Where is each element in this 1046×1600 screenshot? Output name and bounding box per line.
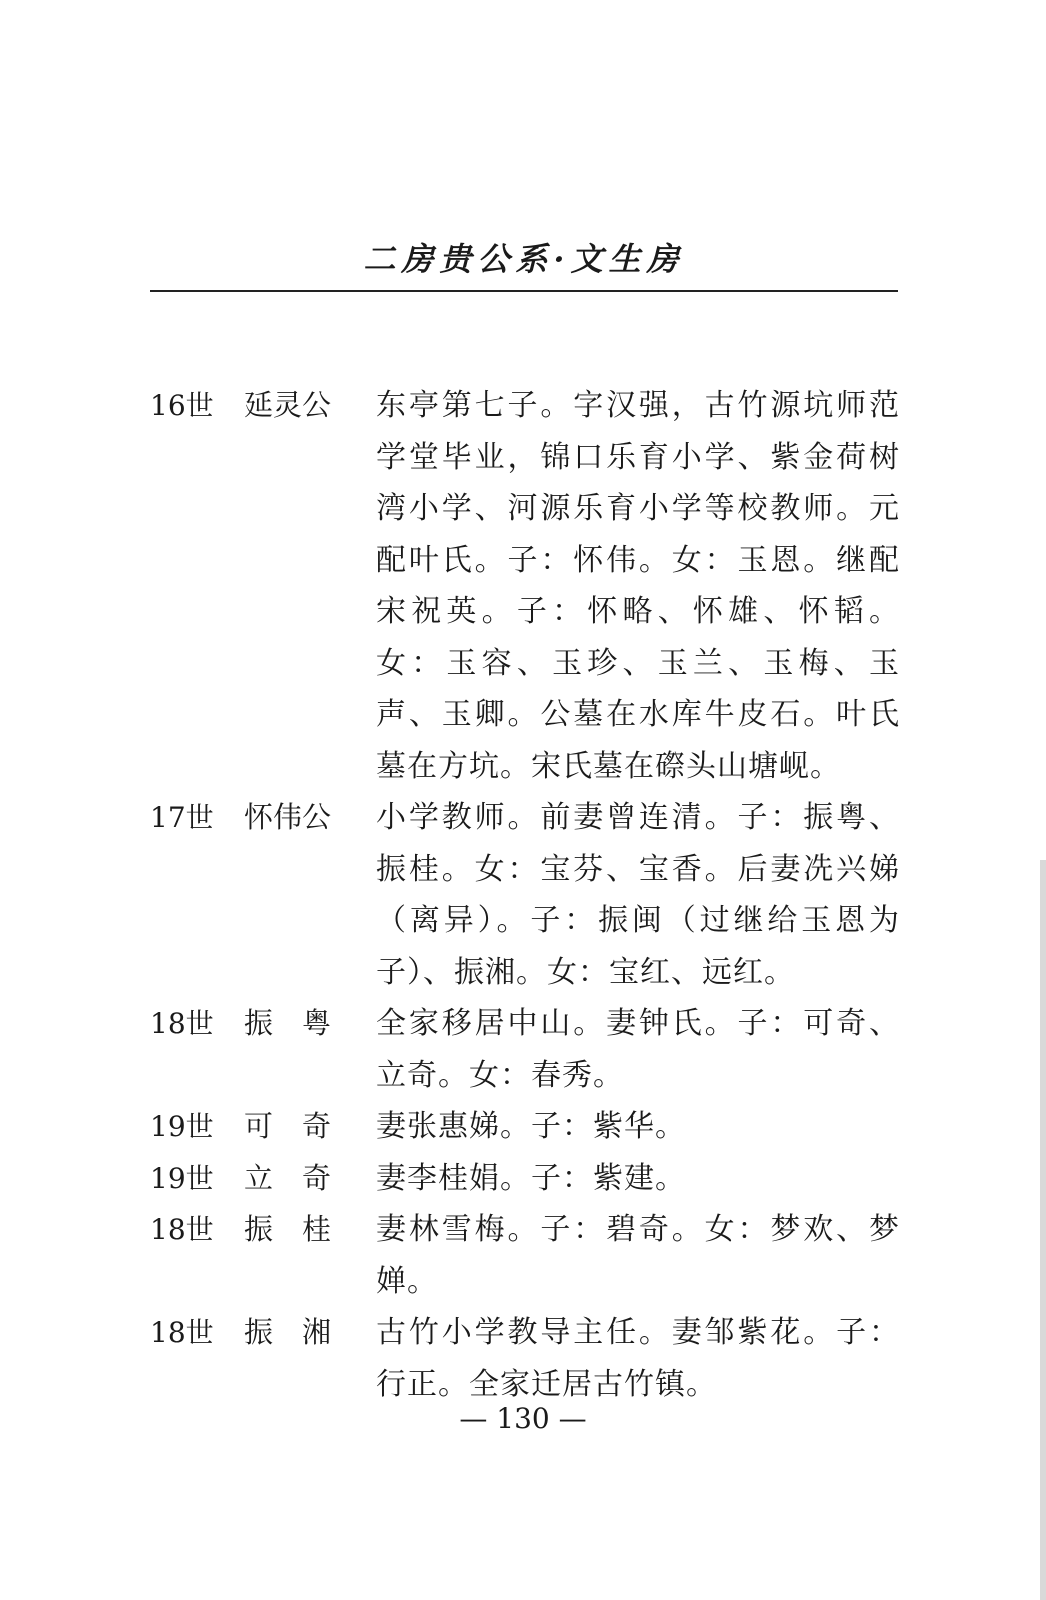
genealogy-entry xyxy=(150,1204,898,1307)
entry-generation: 19世 xyxy=(150,1110,214,1143)
genealogy-entry xyxy=(150,1153,898,1205)
entry-description: 全家移居中山。妻钟氏。子：可奇、立奇。女：春秀。 xyxy=(376,1006,900,1093)
header-divider xyxy=(150,290,898,292)
entry-description: 古竹小学教导主任。妻邹紫花。子：行正。全家迁居古竹镇。 xyxy=(376,1315,900,1402)
page-number: — 130 — xyxy=(459,1402,587,1435)
entry-description: 妻李桂娟。子：紫建。 xyxy=(376,1160,686,1196)
entry-description: 妻林雪梅。子：碧奇。女：梦欢、梦婵。 xyxy=(376,1212,900,1299)
entry-generation: 18世 xyxy=(150,1316,214,1349)
entry-generation: 19世 xyxy=(150,1161,214,1195)
genealogy-entries xyxy=(150,380,898,1410)
entry-name: 振 湘 xyxy=(244,1315,332,1349)
entry-generation: 18世 xyxy=(150,1213,214,1246)
page-header-title: 二房贵公系·文生房 xyxy=(363,240,685,278)
genealogy-entry xyxy=(150,1101,898,1153)
genealogy-entry xyxy=(150,998,898,1101)
scan-page-edge xyxy=(1040,860,1046,1600)
entry-description: 妻张惠娣。子：紫华。 xyxy=(376,1109,686,1144)
entry-name: 振 粤 xyxy=(244,1006,332,1040)
entry-generation: 16世 xyxy=(150,389,214,422)
entry-name: 可 奇 xyxy=(244,1109,332,1143)
entry-generation: 18世 xyxy=(150,1007,214,1040)
entry-name: 延灵公 xyxy=(244,388,332,422)
genealogy-entry xyxy=(150,380,898,792)
entry-name: 立 奇 xyxy=(244,1160,332,1195)
entry-description: 东亭第七子。字汉强，古竹源坑师范学堂毕业，锦口乐育小学、紫金荷树湾小学、河源乐育小学等校教师。元配叶氏。子：怀伟。女：玉恩。继配宋祝英。子：怀略、怀雄、怀韬。女：玉容、玉珍、玉兰、玉梅、玉声、玉卿。公墓在水库牛皮石。叶氏墓在方坑。宋氏墓在磜头山塘岘。 xyxy=(376,388,900,784)
entry-name: 振 桂 xyxy=(244,1212,332,1246)
entry-generation: 17世 xyxy=(150,801,214,834)
genealogy-entry xyxy=(150,792,898,998)
entry-description: 小学教师。前妻曾连清。子：振粤、振桂。女：宝芬、宝香。后妻冼兴娣（离异）。子：振闽（过继给玉恩为子）、振湘。女：宝红、远红。 xyxy=(376,800,900,990)
genealogy-entry xyxy=(150,1307,898,1410)
entry-name: 怀伟公 xyxy=(244,800,332,834)
